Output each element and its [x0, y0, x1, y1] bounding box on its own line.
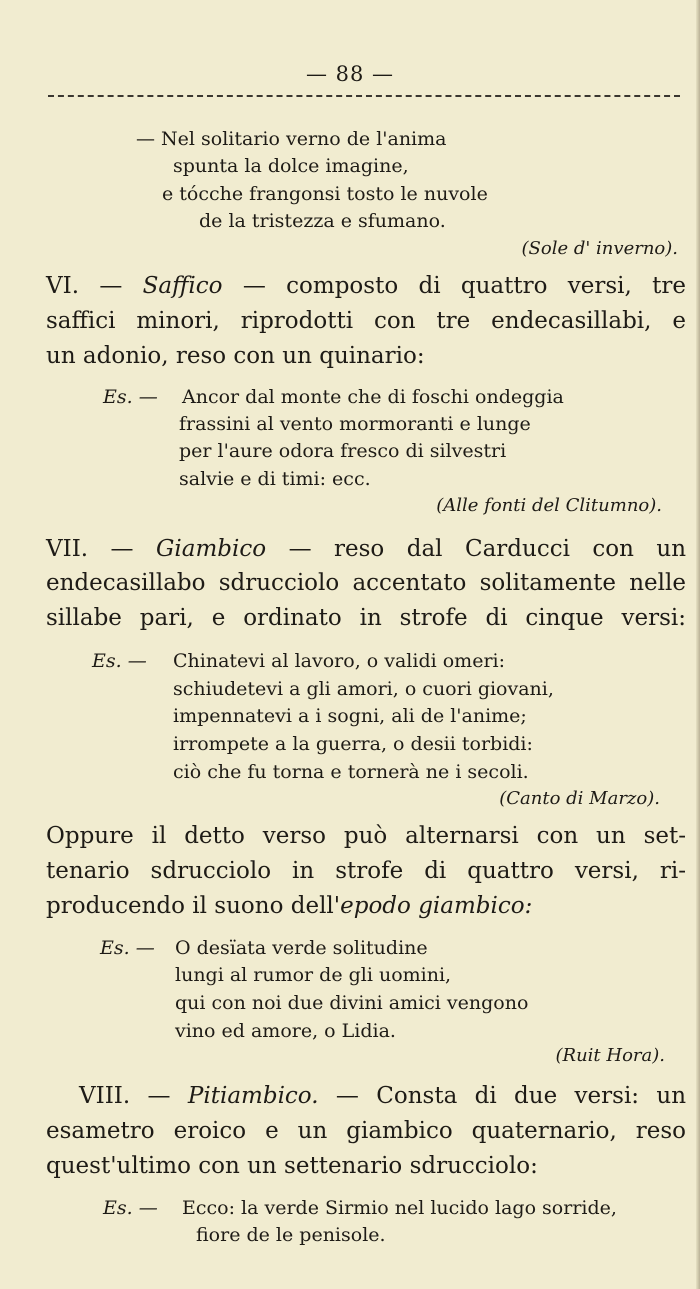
section-7-heading	[46, 533, 686, 565]
example-label: Es. —	[103, 1197, 158, 1219]
verse-line: vino ed amore, o Lidia.	[175, 1020, 396, 1042]
verse-line: impennatevi a i sogni, ali de l'anime;	[173, 705, 527, 727]
source-citation: (Ruit Hora).	[555, 1045, 665, 1066]
verse-line: e tócche frangonsi tosto le nuvole	[162, 183, 488, 205]
page-number: — 88 —	[305, 62, 395, 86]
section-6-heading	[46, 270, 686, 302]
paragraph-text: producendo il suono dell'	[46, 893, 341, 919]
paragraph-line: endecasillabo sdrucciolo accentato solitamente nelle	[46, 570, 686, 596]
section-term: Pitiambico.	[187, 1083, 319, 1109]
section-text: — composto di quattro versi, tre	[242, 273, 687, 299]
paragraph-line: un adonio, reso con un quinario:	[46, 343, 425, 369]
source-citation: (Canto di Marzo).	[499, 788, 660, 809]
section-number: VII. —	[46, 536, 134, 562]
verse-line: qui con noi due divini amici vengono	[175, 992, 529, 1014]
paragraph-line: Oppure il detto verso può alternarsi con un set-	[46, 823, 686, 849]
verse-line: ciò che fu torna e tornerà ne i secoli.	[173, 761, 529, 783]
verse-line: lungi al rumor de gli uomini,	[175, 964, 452, 986]
section-number: VI. —	[46, 273, 123, 299]
section-term: Giambico	[156, 536, 267, 562]
paragraph-line: sillabe pari, e ordinato in strofe di cinque versi:	[46, 605, 686, 631]
verse-line: Ecco: la verde Sirmio nel lucido lago sorride,	[182, 1197, 617, 1219]
verse-line: fiore de le penisole.	[196, 1224, 386, 1246]
verse-line: schiudetevi a gli amori, o cuori giovani,	[173, 678, 554, 700]
section-number: VIII. —	[79, 1083, 171, 1109]
page-edge	[696, 0, 700, 1289]
source-citation: (Sole d' inverno).	[521, 238, 678, 259]
paragraph-line: saffici minori, riprodotti con tre endecasillabi, e	[46, 308, 686, 334]
verse-line: de la tristezza e sfumano.	[199, 210, 446, 232]
example-label: Es. —	[100, 937, 155, 959]
header-rule	[48, 95, 680, 97]
verse-line: spunta la dolce imagine,	[173, 155, 409, 177]
verse-line: frassini al vento mormoranti e lunge	[179, 413, 531, 435]
verse-line: O desïata verde solitudine	[175, 937, 428, 959]
verse-line: — Nel solitario verno de l'anima	[136, 128, 447, 150]
section-term: Saffico	[142, 273, 223, 299]
paragraph-line: quest'ultimo con un settenario sdrucciolo:	[46, 1153, 538, 1179]
section-text: — Consta di due versi: un	[335, 1083, 687, 1109]
verse-line: per l'aure odora fresco di silvestri	[179, 440, 507, 462]
verse-line: Ancor dal monte che di foschi ondeggia	[182, 386, 564, 408]
example-label: Es. —	[103, 386, 158, 408]
example-label: Es. —	[92, 650, 147, 672]
section-8-heading	[79, 1080, 686, 1112]
verse-line: irrompete a la guerra, o desii torbidi:	[173, 733, 533, 755]
source-citation: (Alle fonti del Clitumno).	[436, 495, 662, 516]
section-term: epodo giambico:	[340, 893, 533, 919]
verse-line: salvie e di timi: ecc.	[179, 468, 371, 490]
verse-line: Chinatevi al lavoro, o validi omeri:	[173, 650, 505, 672]
section-text: — reso dal Carducci con un	[288, 536, 687, 562]
paragraph-line: tenario sdrucciolo in strofe di quattro versi, ri-	[46, 858, 686, 884]
paragraph-line: esametro eroico e un giambico quaternario, reso	[46, 1118, 686, 1144]
paragraph-line	[46, 890, 532, 922]
